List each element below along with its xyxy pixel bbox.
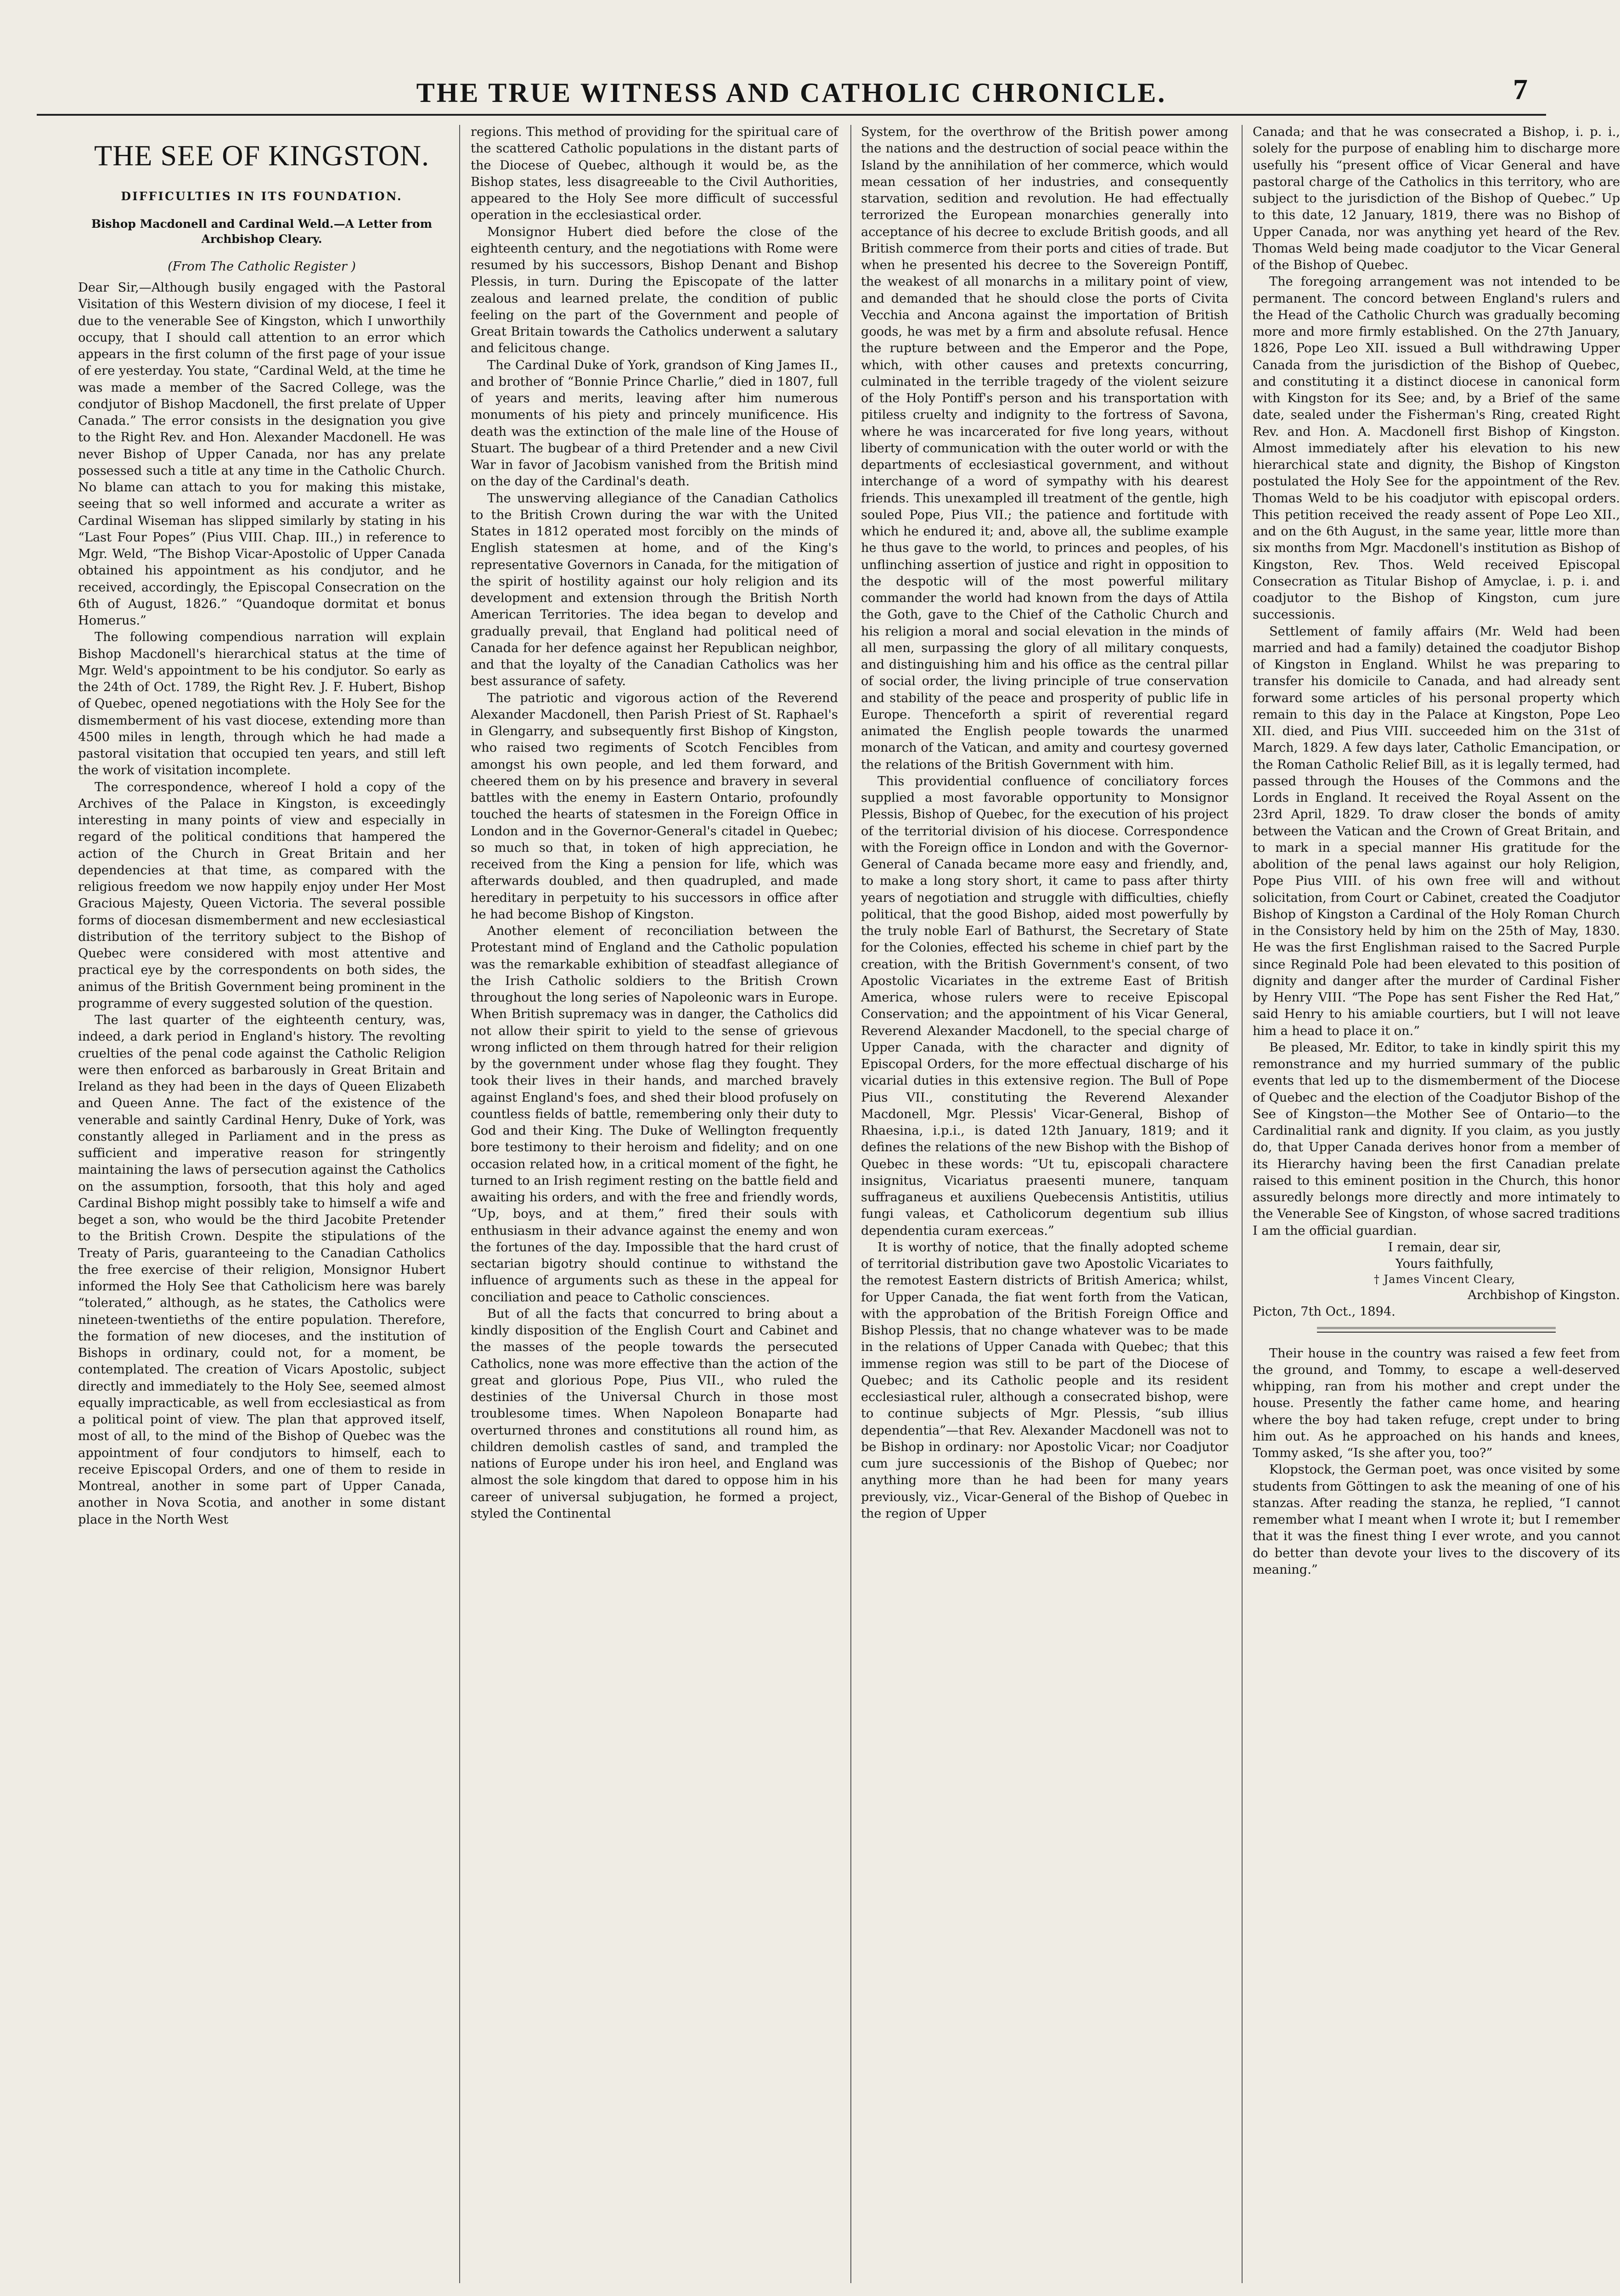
paragraph: Canada; and that he was consecrated a Bishop, i. p. i., solely for the purpose of enabling him to discharge more usefully his “present office of Vicar General and have pastoral charge of the Catholics in this territory, who are subject to the jurisdiction of the Bishop of Quebec.” Up to this date, 12 January, 1819, there was no Bishop of Upper Canada, nor was anything yet heard of the Rev. Thomas Weld being made coadjutor to the Vicar General of the Bishop of Quebec. [1253, 125, 1620, 272]
paragraph: The patriotic and vigorous action of the Reverend Alexander Macdonell, then Parish Priest of St. Raphael's in Glengarry, and subsequently first Bishop of Kingston, who raised two regiments of Scotch Fencibles from amongst his own people, and led them forward, and cheered them on by his presence and bravery in several battles with the enemy in Eastern Ontario, profoundly touched the hearts of statesmen in the Foreign Office in London and in the Governor-General's citadel in Quebec; so much so that, in token of high appreciation, he received from the King a pension for life, which was afterwards doubled, and then quadrupled, and made hereditary in perpetuity to his successors in office after he had become Bishop of Kingston. [471, 691, 838, 922]
paragraph: This providential confluence of conciliatory forces supplied a most favorable opportunity to Monsignor Plessis, Bishop of Quebec, for the execution of his project of the territorial division of his diocese. Correspondence with the Foreign office in London and with the Governor-General of Canada became more easy and friendly, and, to make a long story short, it came to pass after thirty years of negotiation and struggle with difficulties, chiefly political, that the good Bishop, aided most powerfully by the truly noble Earl of Bathurst, the Secretary of State for the Colonies, effected his scheme in chief part by the creation, with the British Government's consent, of two Apostolic Vicariates in the extreme East of British America, whose rulers were to receive Episcopal Conservation; and the appointment of his Vicar General, Reverend Alexander Macdonell, to the special charge of Upper Canada, with the character and dignity of Episcopal Orders, for the more effectual discharge of his vicarial duties in this extensive region. The Bull of Pope Pius VII., constituting the Reverend Alexander Macdonell, Mgr. Plessis' Vicar-General, Bishop of Rhaesina, i.p.i., is dated 12th January, 1819; and it defines the relations of the new Bishop with the Bishop of Quebec in these words: “Ut tu, episcopali charactere insignitus, Vicariatus praesenti munere, tanquam suffraganeus et auxiliens Quebecensis Antistitis, utilius fungi valeas, et Catholicorum degentium sub illius dependentia curam exerceas.” [861, 774, 1228, 1238]
column-divider [850, 125, 851, 2283]
article-source: (From The Catholic Register ) [168, 259, 356, 274]
column-2 [471, 124, 838, 2287]
column-divider [1242, 125, 1243, 2283]
paragraph: The following compendious narration will explain Bishop Macdonell's hierarchical status at the time of Mgr. Weld's appointment to be his condjutor. So early as the 24th of Oct. 1789, the Right Rev. J. F. Hubert, Bishop of Quebec, opened negotiations with the Holy See for the dismemberment of his vast diocese, extending more than 4500 miles in length, through which he had made a pastoral visitation that occupied ten years, and still left the work of visitation incomplete. [78, 630, 445, 778]
paragraph: Settlement of family affairs (Mr. Weld had been married and had a family) detained the coadjutor Bishop of Kingston in England. Whilst he was preparing to transfer his domicile to Canada, and had already sent forward some articles of his personal property which remain to this day in the Palace at Kingston, Pope Leo XII. died, and Pius VIII. succeeded him on the 31st of March, 1829. A few days later, Catholic Emancipation, or the Roman Catholic Relief Bill, as it is legally termed, had passed through the Houses of the Commons and the Lords in England. It received the Royal Assent on the 23rd April, 1829. To draw closer the bonds of amity between the Vatican and the Crown of Great Britain, and to mark in a special manner His gratitude for the abolition of the penal laws against our holy Religion, Pope Pius VIII. of his own free will and without solicitation, from Court or Cabinet, created the Coadjutor Bishop of Kingston a Cardinal of the Holy Roman Church in the Consistory held by him on the 25th of May, 1830. He was the first Englishman raised to the Sacred Purple since Reginald Pole had been elevated to this position of dignity and danger after the murder of Cardinal Fisher by Henry VIII. “The Pope has sent Fisher the Red Hat,” said Henry to his amiable courtiers, but I will not leave him a head to place it on.” [1253, 624, 1620, 1038]
column-divider [459, 125, 460, 2283]
column-1 [78, 124, 445, 2287]
column-4 [1253, 124, 1620, 2287]
paragraph: Another element of reconciliation between the Protestant mind of England and the Catholic population was the remarkable exhibition of steadfast allegiance of the Irish Catholic soldiers to the British Crown throughout the long series of Napoleonic wars in Europe. When British supremacy was in danger, the Catholics did not allow their spirit to yield to the sense of grievous wrong inflicted on them through hatred for their religion by the government under whose flag they fought. They took their lives in their hands, and marched bravely against England's foes, and shed their blood profusely on countless fields of battle, remembering only their duty to God and their King. The Duke of Wellington frequently bore testimony to their heroism and fidelity; and on one occasion related how, in a critical moment of the fight, he turned to an Irish regiment resting on the battle field and awaiting his orders, and with the free and friendly words, “Up, boys, and at them,” fired their souls with enthusiasm in their advance against the enemy and won the fortunes of the day. Impossible that the hard crust of sectarian bigotry should continue to withstand the influence of arguments such as these in the appeal for conciliation and peace to Catholic consciences. [471, 924, 838, 1305]
paragraph: It is worthy of notice, that the finally adopted scheme of territorial distribution gave two Apostolic Vicariates to the remotest Eastern districts of British America; whilst, for Upper Canada, the fiat went forth from the Vatican, with the approbation of the British Foreign Office and Bishop Plessis, that no change whatever was to be made in the relations of Upper Canada with Quebec; that this immense region was still to be part of the Diocese of Quebec; and its Catholic people and its resident ecclesiastical ruler, although a consecrated bishop, were to continue subjects of Mgr. Plessis, “sub illius dependentia”—that Rev. Alexander Macdonell was not to be Bishop in ordinary: nor Apostolic Vicar; nor Coadjutor cum jure successionis of the Bishop of Quebec; nor anything more than he had been for many years previously, viz., Vicar-General of the Bishop of Quebec in the region of Upper [861, 1240, 1228, 1521]
anecdote-paragraph: Their house in the country was raised a few feet from the ground, and Tommy, to escape a well-deserved whipping, ran from his mother and crept under the house. Presently the father came home, and hearing where the boy had taken refuge, crept under to bring him out. As he approached on his hands and knees, Tommy asked, “Is she after you, too?” [1253, 1346, 1620, 1461]
masthead-rule [37, 114, 1546, 116]
paragraph: The correspondence, whereof I hold a copy of the Archives of the Palace in Kingston, is exceedingly interesting in many points of view and especially in regard of the political conditions that hampered the action of the Church in Great Britain and her dependencies at that time, as compared with the religious freedom we now happily enjoy under Her Most Gracious Majesty, Queen Victoria. The several possible forms of diocesan dismemberment and new ecclesiastical distribution of the territory subject to the Bishop of Quebec were considered with most attentive and practical eye by the correspondents on both sides, the animus of the British Government being prominent in the programme of every suggested solution of the question. [78, 780, 445, 1011]
article-deck: Bishop Macdonell and Cardinal Weld.—A Letter from Archbishop Cleary. [91, 217, 433, 246]
letter-valediction: Yours faithfully, [1395, 1257, 1494, 1271]
letter-dateline: Picton, 7th Oct., 1894. [1253, 1305, 1395, 1319]
paragraph: System, for the overthrow of the British power among the nations and the destruction of social peace within the Island by the annihilation of her commerce, which would mean cessation of her industries, and consequently starvation, sedition and revolution. He had effectually terrorized the European monarchies generally into acceptance of his decree to exclude British goods, and all British commerce from their ports and cities of trade. But when he presented his decree to the Sovereign Pontiff, the weakest of all monarchs in a military point of view, and demanded that he should close the ports of Civita Vecchia and Ancona against the importation of British goods, he was met by a firm and absolute refusal. Hence the rupture between and the Emperor and the Pope, which, with other causes and pretexts concurring, culminated in the terrible tragedy of the violent seizure of the Holy Pontiff's person and his transportation with pitiless cruelty and indignity to the fortress of Savona, where he was incarcerated for five long years, without liberty of communication with the outer world or with the departments of ecclesiastical government, and without interchange of a word of sympathy with his dearest friends. This unexampled ill treatment of the gentle, high souled Pope, Pius VII.; the patience and fortitude with which he endured it; and, above all, the sublime example he thus gave to the world, to princes and peoples, of his unflinching assertion of justice and right in opposition to the despotic will of the most powerful military commander the world had known from the days of Attila the Goth, gave to the Chief of the Catholic Church and his religion a moral and social elevation in the minds of all men, surpassing the glory of all military conquests, and distinguishing him and his office as the central pillar of social order, the living principle of true conservation and stability of the peace and prosperity of public life in Europe. Thenceforth a spirit of reverential regard animated the English people towards the unarmed monarch of the Vatican, and amity and courtesy governed the relations of the British Government with him. [861, 125, 1228, 772]
paragraph: The Cardinal Duke of York, grandson of King James II., and brother of “Bonnie Prince Charlie,” died in 1807, full of years and merits, leaving after him numerous monuments of his piety and princely munificence. His death was the extinction of the male line of the House of Stuart. The bugbear of a third Pretender and a new Civil War in favor of Jacobism vanished from the British mind on the day of the Cardinal's death. [471, 358, 838, 489]
paragraph: Monsignor Hubert died before the close of the eighteenth century, and the negotiations with Rome were resumed by his successors, Bishop Denant and Bishop Plessis, in turn. During the Episcopate of the latter zealous and learned prelate, the condition of public feeling on the part of the Government and people of Great Britain towards the Catholics underwent a salutary and felicitous change. [471, 225, 838, 356]
letter-closing: I remain, dear sir, [1388, 1240, 1502, 1255]
article-subhead: DIFFICULTIES IN ITS FOUNDATION. [121, 190, 403, 203]
paragraph: But of all the facts that concurred to bring about a kindly disposition of the English Court and Cabinet and the masses of the people towards the persecuted Catholics, none was more effective than the action of the great and glorious Pope, Pius VII., who ruled the destinies of the Universal Church in those most troublesome times. When Napoleon Bonaparte had overturned thrones and constitutions all round him, as children demolish castles of sand, and trampled the nations of Europe under his iron heel, and England was almost the sole kingdom that dared to oppose him in his career of universal subjugation, he formed a project, styled the Continental [471, 1306, 838, 1521]
column-3 [861, 124, 1228, 2287]
article-headline: THE SEE OF KINGSTON. [94, 139, 429, 172]
section-separator [1317, 1327, 1556, 1333]
anecdote-paragraph: Klopstock, the German poet, was once visited by some students from Göttingen to ask the meaning of one of his stanzas. After reading the stanza, he replied, “I cannot remember what I meant when I wrote it; but I remember that it was the finest thing I ever wrote, and you cannot do better than devote your lives to the discovery of its meaning.” [1253, 1463, 1620, 1577]
signature-title: Archbishop of Kingston. [1468, 1288, 1620, 1303]
paragraph: The last quarter of the eighteenth century, was, indeed, a dark period in England's history. The revolting cruelties of the penal code against the Catholic Religion were then enforced as barbarously in Great Britain and Ireland as they had been in the days of Queen Elizabeth and Queen Anne. The fact of the existence of the venerable and saintly Cardinal Henry, Duke of York, was constantly alleged in Parliament and in the press as sufficient and imperative reason for stringently maintaining the laws of persecution against the Catholics on the assumption, forsooth, that this holy and aged Cardinal Bishop might possibly take to himself a wife and beget a son, who would be the third Jacobite Pretender to the British Crown. Despite the stipulations of the Treaty of Paris, guaranteeing to the Canadian Catholics the free exercise of their religion, Monsignor Hubert informed the Holy See that Catholicism here was barely “tolerated,” although, as he states, the Catholics were nineteen-twentieths of the entire population. Therefore, the formation of new dioceses, and the institution of Bishops in ordinary, could not, for a moment, be contemplated. The creation of Vicars Apostolic, subject directly and immediately to the Holy See, seemed almost equally impracticable, as well from ecclesiastical as from a political point of view. The plan that approved itself, most of all, to the mind of the Bishop of Quebec was the appointment of four condjutors to himself, each to receive Episcopal Orders, and one of them to reside in Montreal, another in some part of Upper Canada, another in Nova Scotia, and another in some distant place in the North West [78, 1013, 445, 1527]
paragraph: The unswerving allegiance of the Canadian Catholics to the British Crown during the war with the United States in 1812 operated most forcibly on the minds of English statesmen at home, and of the King's representative Governors in Canada, for the mitigation of the spirit of hostility against our holy religion and its development and extension through the British North American Territories. The idea began to develop and gradually prevail, that England had political need of Canada for her defence against her Republican neighbor, and that the loyalty of the Canadian Catholics was her best assurance of safety. [471, 491, 838, 689]
paragraph: Dear Sir,—Although busily engaged with the Pastoral Visitation of this Western division of my diocese, I feel it due to the venerable See of Kingston, which I unworthily occupy, that I should call attention to an error which appears in the first column of the first page of your issue of ere yesterday. You state, “Cardinal Weld, at the time he was made a member of the Sacred College, was the condjutor of Bishop Macdonell, the first prelate of Upper Canada.” The error consists in the designation you give to the Right Rev. and Hon. Alexander Macdonell. He was never Bishop of Upper Canada, nor has any prelate possessed such a title at any time in the Catholic Church. No blame can attach to you for making this mistake, seeing that so well informed and accurate a writer as Cardinal Wiseman has slipped similarly by stating in his “Last Four Popes” (Pius VIII. Chap. III.,) in reference to Mgr. Weld, “The Bishop Vicar-Apostolic of Upper Canada obtained his appointment as his condjutor, and he received, accordingly, the Episcopal Consecration on the 6th of August, 1826.” “Quandoque dormitat et bonus Homerus.” [78, 281, 445, 628]
paragraph: regions. This method of providing for the spiritual care of the scattered Catholic populations in the distant parts of the Diocese of Quebec, although it would be, as the Bishop states, less disagreeable to the Civil Authorities, appeared to the Holy See more difficult of successful operation in the ecclesiastical order. [471, 125, 838, 223]
letter-signature: † James Vincent Cleary, [1374, 1273, 1515, 1286]
masthead [0, 0, 1583, 119]
paragraph: Be pleased, Mr. Editor, to take in kindly spirit this my remonstrance and my hurried summary of the public events that led up to the dismemberment of the Diocese of Quebec and the election of the Coadjutor Bishop of the See of Kingston—the Mother See of Ontario—to the Cardinalitial rank and dignity. If you claim, as you justly do, that Upper Canada derives honor from a member of its Hierarchy having been the first Canadian prelate raised to this eminent position in the Church, this honor assuredly belongs more directly and more intimately to the Venerable See of Kingston, of whose sacred traditions I am the official guardian. [1253, 1040, 1620, 1238]
paragraph: The foregoing arrangement was not intended to be permanent. The concord between England's rulers and the Head of the Catholic Church was gradually becoming more and more firmly established. On the 27th January, 1826, Pope Leo XII. issued a Bull withdrawing Upper Canada from the jurisdiction of the Bishop of Quebec, and constituting it a distinct diocese in canonical form with Kingston for its See; and, by a Brief of the same date, sealed under the Fisherman's Ring, created Right Rev. and Hon. A. Macdonell first Bishop of Kingston. Almost immediately after his elevation to his new hierarchical state and dignity, the Bishop of Kingston postulated the Holy See for the appointment of the Rev. Thomas Weld to be his coadjutor with episcopal orders. This petition received the ready assent of Pope Leo XII., and on the 6th August, in the same year, little more than six months from Mgr. Macdonell's institution as Bishop of Kingston, Rev. Thos. Weld received Episcopal Consecration as Titular Bishop of Amyclae, i. p. i. and coadjutor to the Bishop of Kingston, cum jure successionis. [1253, 275, 1620, 622]
article-columns [0, 120, 1620, 2296]
page-number: 7 [1513, 73, 1528, 106]
masthead-title: THE TRUE WITNESS AND CATHOLIC CHRONICLE. [416, 78, 1167, 108]
